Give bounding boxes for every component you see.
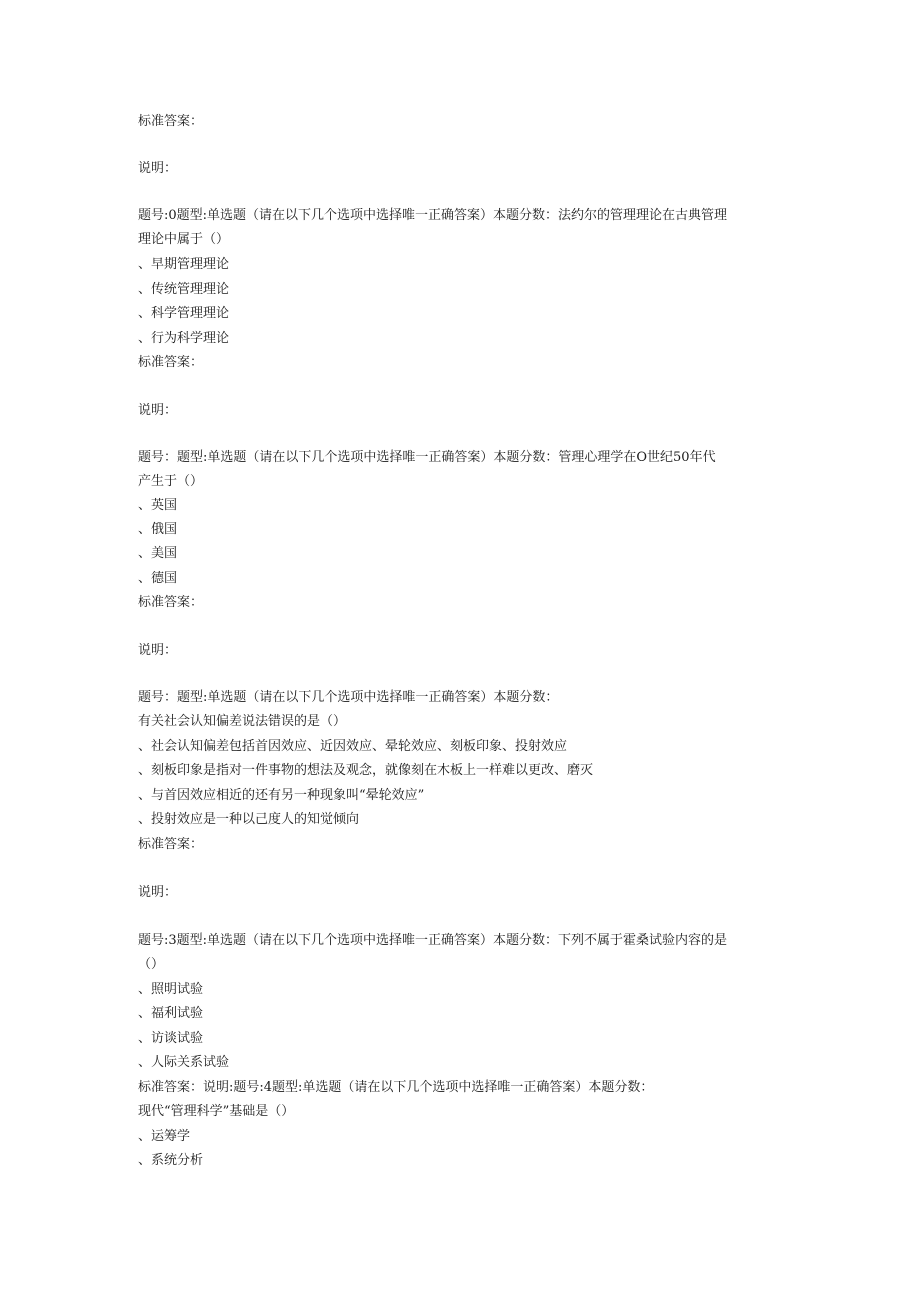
question-1-option-c: 、美国: [138, 546, 178, 561]
question-1-stem: 产生于（）: [138, 474, 204, 489]
question-4-header: 标准答案：说明:题号:4题型:单选题（请在以下几个选项中选择唯一正确答案）本题分数：: [138, 1080, 654, 1095]
question-0-option-c: 、科学管理理论: [138, 306, 230, 321]
question-4-option-b: 、系统分析: [138, 1153, 204, 1168]
question-1-header: 题号：题型:单选题（请在以下几个选项中选择唯一正确答案）本题分数：管理心理学在O世纪50年代: [138, 450, 716, 465]
question-4-stem: 现代“管理科学”基础是（）: [138, 1104, 295, 1119]
question-2-option-d: 、投射效应是一种以己度人的知觉倾向: [138, 812, 360, 827]
question-0-stem: 理论中属于（）: [138, 232, 230, 247]
question-2-stem: 有关社会认知偏差说法错误的是（）: [138, 714, 347, 729]
question-2-option-a: 、社会认知偏差包括首因效应、近因效应、晕轮效应、刻板印象、投射效应: [138, 739, 568, 754]
question-0-header: 题号:0题型:单选题（请在以下几个选项中选择唯一正确答案）本题分数：法约尔的管理理论在古典管理: [138, 208, 728, 223]
question-1-option-d: 、德国: [138, 571, 178, 586]
question-1-option-a: 、英国: [138, 498, 178, 513]
standard-answer-label: 标准答案：: [138, 355, 204, 370]
question-2-option-c: 、与首因效应相近的还有另一种现象叫“晕轮效应”: [138, 788, 425, 803]
question-3-option-b: 、福利试验: [138, 1006, 204, 1021]
question-3-option-c: 、访谈试验: [138, 1031, 204, 1046]
standard-answer-label: 标准答案：: [138, 595, 204, 610]
explanation-label: 说明：: [138, 885, 178, 900]
explanation-label: 说明：: [138, 403, 178, 418]
question-2-header: 题号：题型:单选题（请在以下几个选项中选择唯一正确答案）本题分数：: [138, 690, 559, 705]
question-4-option-a: 、运筹学: [138, 1129, 191, 1144]
question-1-option-b: 、俄国: [138, 522, 178, 537]
question-0-option-a: 、早期管理理论: [138, 257, 230, 272]
question-0-option-d: 、行为科学理论: [138, 331, 230, 346]
question-0-option-b: 、传统管理理论: [138, 282, 230, 297]
explanation-label: 说明：: [138, 643, 178, 658]
question-3-option-d: 、人际关系试验: [138, 1055, 230, 1070]
standard-answer-label: 标准答案：: [138, 114, 204, 129]
question-2-option-b: 、刻板印象是指对一件事物的想法及观念，就像刻在木板上一样难以更改、磨灭: [138, 763, 594, 778]
standard-answer-label: 标准答案：: [138, 837, 204, 852]
explanation-label: 说明：: [138, 161, 178, 176]
question-3-stem: （）: [138, 957, 165, 972]
question-3-option-a: 、照明试验: [138, 982, 204, 997]
question-3-header: 题号:3题型:单选题（请在以下几个选项中选择唯一正确答案）本题分数：下列不属于霍桑试验内容的是: [138, 933, 728, 948]
